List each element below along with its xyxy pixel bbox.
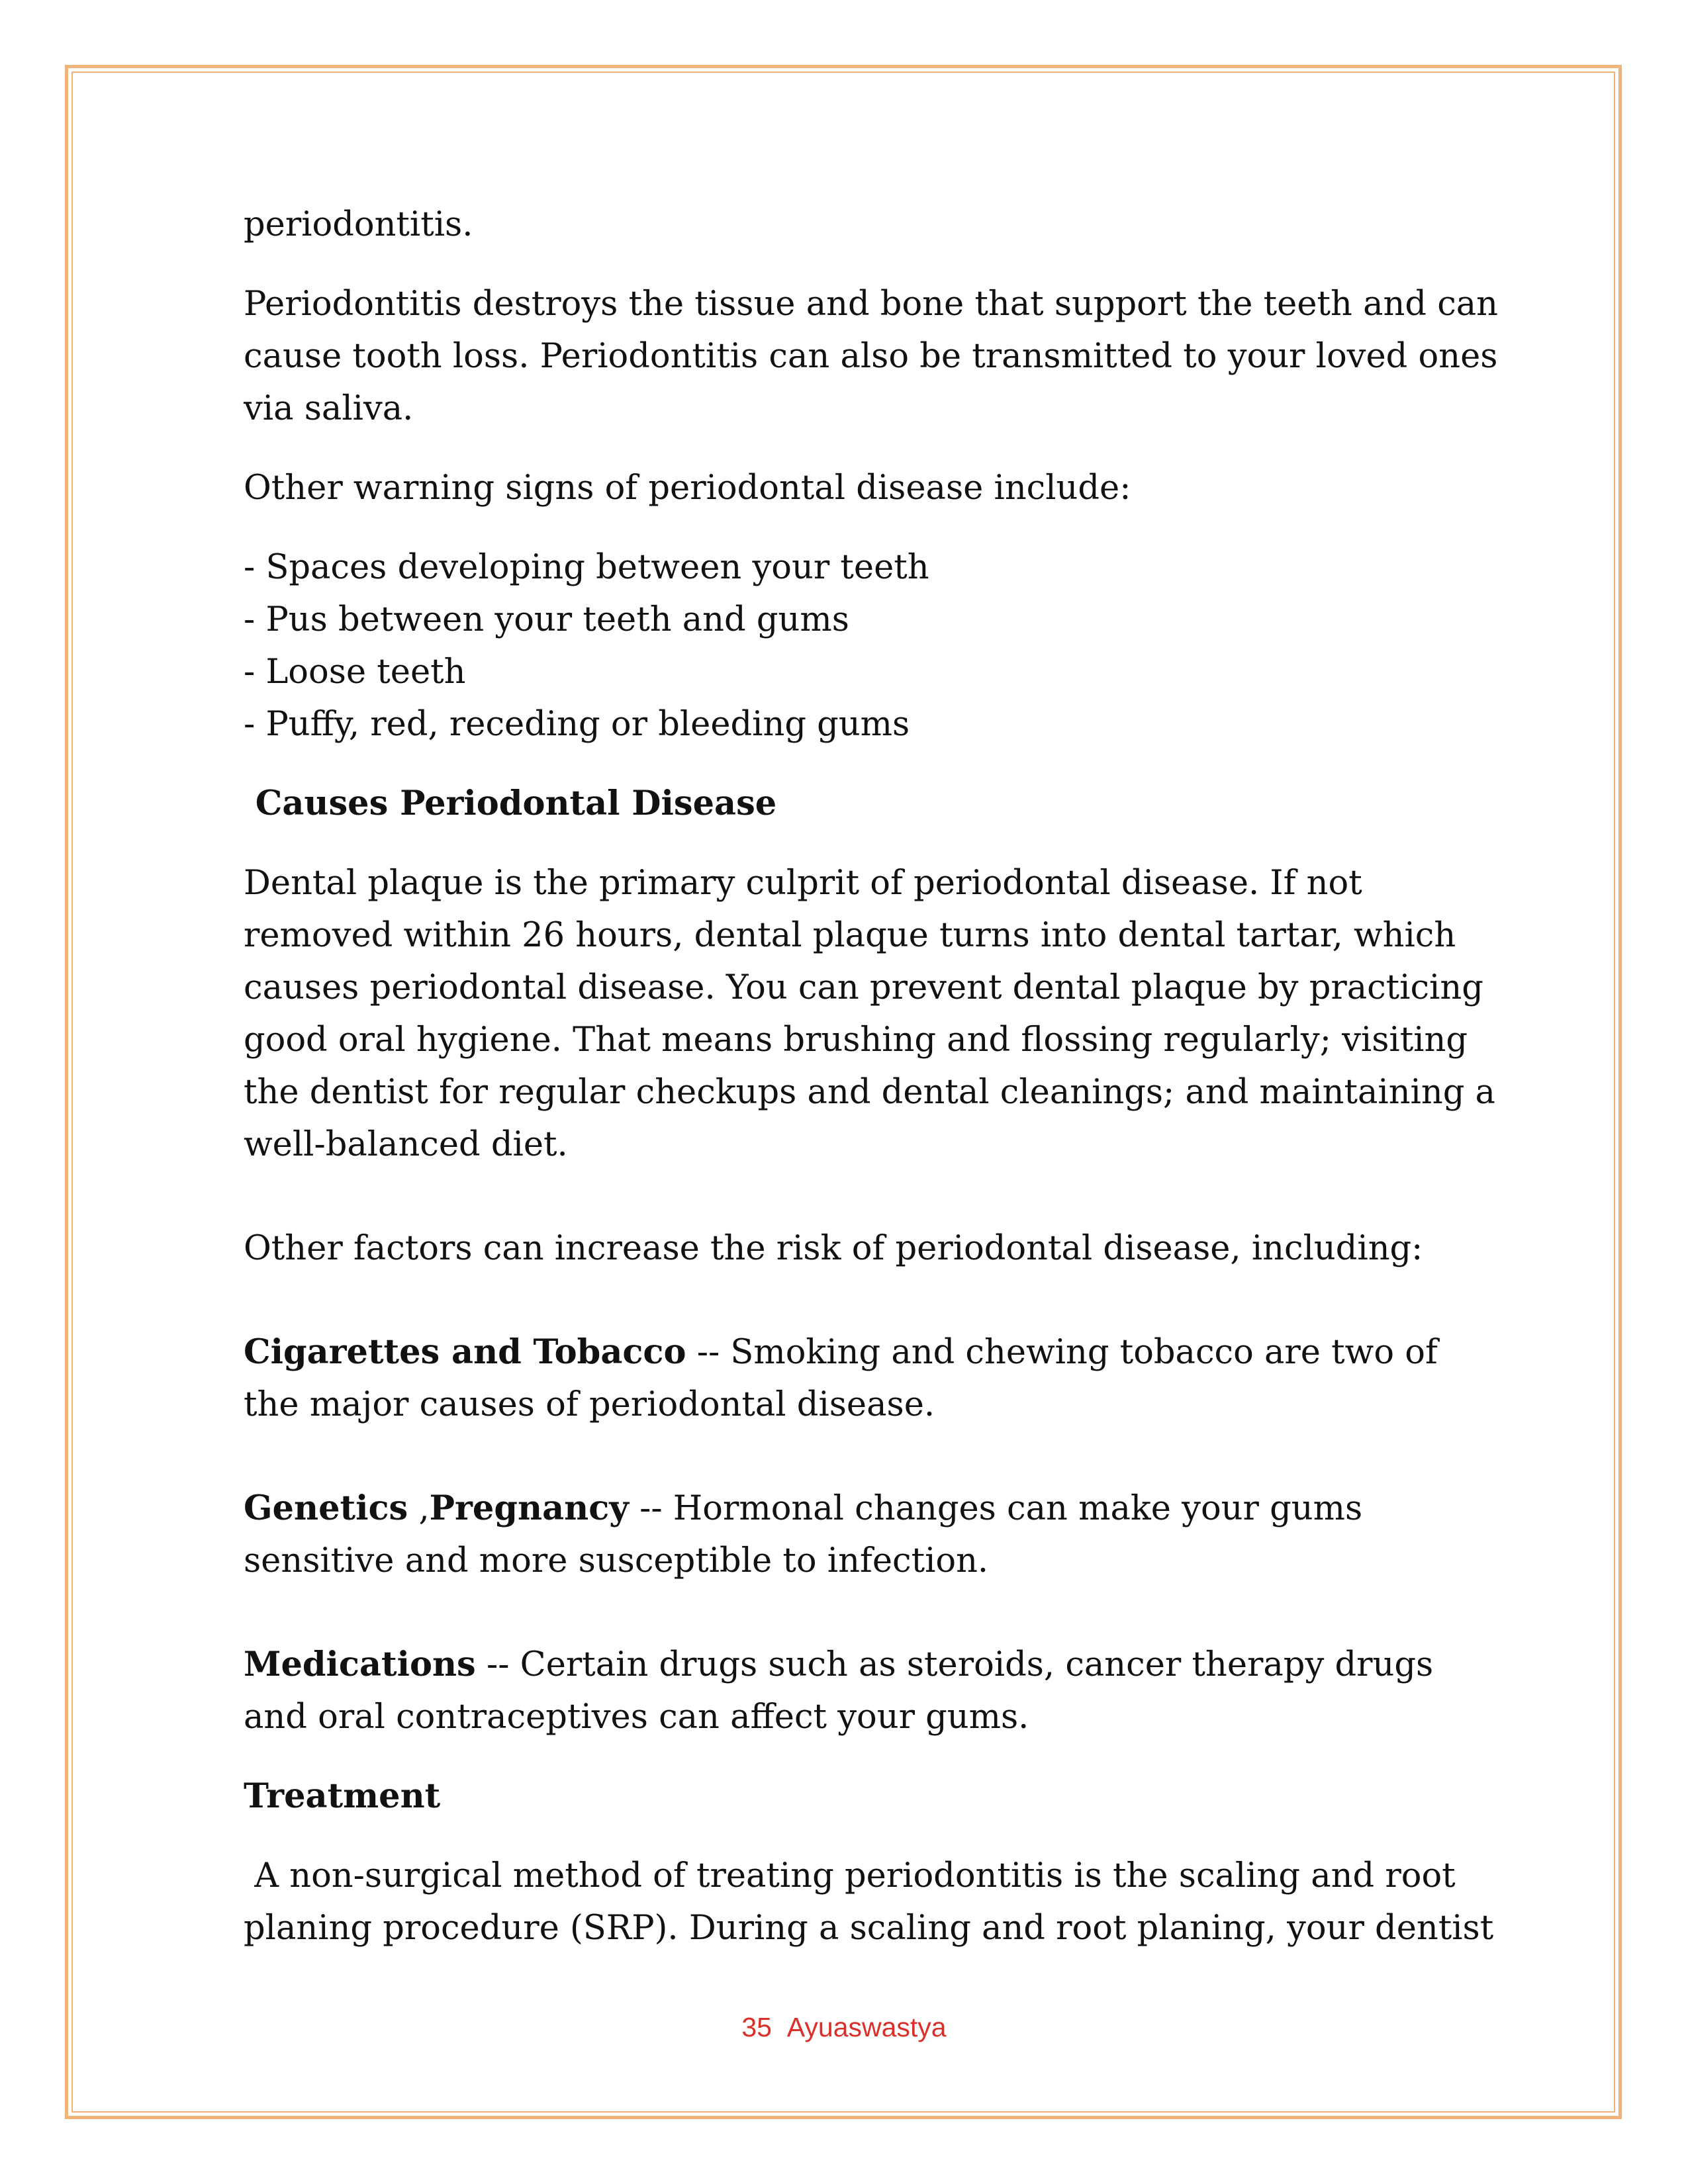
risk-factor-term: Medications [244,1645,476,1684]
list-item: - Spaces developing between your teeth [244,548,929,587]
list-item: - Pus between your teeth and gums [244,600,849,639]
warning-signs-list [244,541,1501,751]
treatment-heading: Treatment [244,1776,441,1816]
risk-factor-text: -- Hormonal changes can make your gums sensitive and more susceptible to infection. [244,1489,1363,1580]
treatment-paragraph: A non-surgical method of treating periodontitis is the scaling and root planing procedure (SRP). During a scaling and root planing, your dentist [244,1856,1494,1948]
warning-signs-intro: Other warning signs of periodontal disease include: [244,469,1131,508]
causes-heading: Causes Periodontal Disease [244,784,777,823]
list-item: - Loose teeth [244,653,466,692]
risk-factor-tobacco [244,1326,1501,1431]
risk-factor-term: Genetics [244,1488,408,1528]
list-item: - Puffy, red, receding or bleeding gums [244,705,910,744]
causes-paragraph: Dental plaque is the primary culprit of periodontal disease. If not removed within 26 hours, dental plaque turns into dental tartar, which causes periodontal disease. You can prevent dental plaque by practicing good oral hygiene. That means brushing and flossing regularly; visiting the dentist for regular checkups and dental cleanings; and maintaining a well-balanced diet. [244,864,1495,1164]
risk-factors-intro: Other factors can increase the risk of periodontal disease, including: [244,1229,1423,1268]
risk-factor-genetics-pregnancy [244,1482,1501,1587]
page-footer [0,2012,1688,2043]
risk-factor-separator: , [408,1489,430,1528]
document-body [244,199,1501,1954]
risk-factor-term: Cigarettes and Tobacco [244,1332,686,1372]
page-number: 35 [741,2012,772,2042]
paragraph-periodontitis-destroys: Periodontitis destroys the tissue and bone that support the teeth and can cause tooth loss. Periodontitis can also be transmitted to your loved ones via saliva. [244,285,1499,428]
footer-title: Ayuaswastya [786,2012,947,2042]
intro-fragment: periodontitis. [244,205,473,244]
risk-factor-medications [244,1639,1501,1743]
risk-factor-text: -- Smoking and chewing tobacco are two of the major causes of periodontal disease. [244,1333,1438,1424]
risk-factor-text: -- Certain drugs such as steroids, cancer therapy drugs and oral contraceptives can affect your gums. [244,1645,1434,1737]
risk-factor-term: Pregnancy [429,1488,629,1528]
